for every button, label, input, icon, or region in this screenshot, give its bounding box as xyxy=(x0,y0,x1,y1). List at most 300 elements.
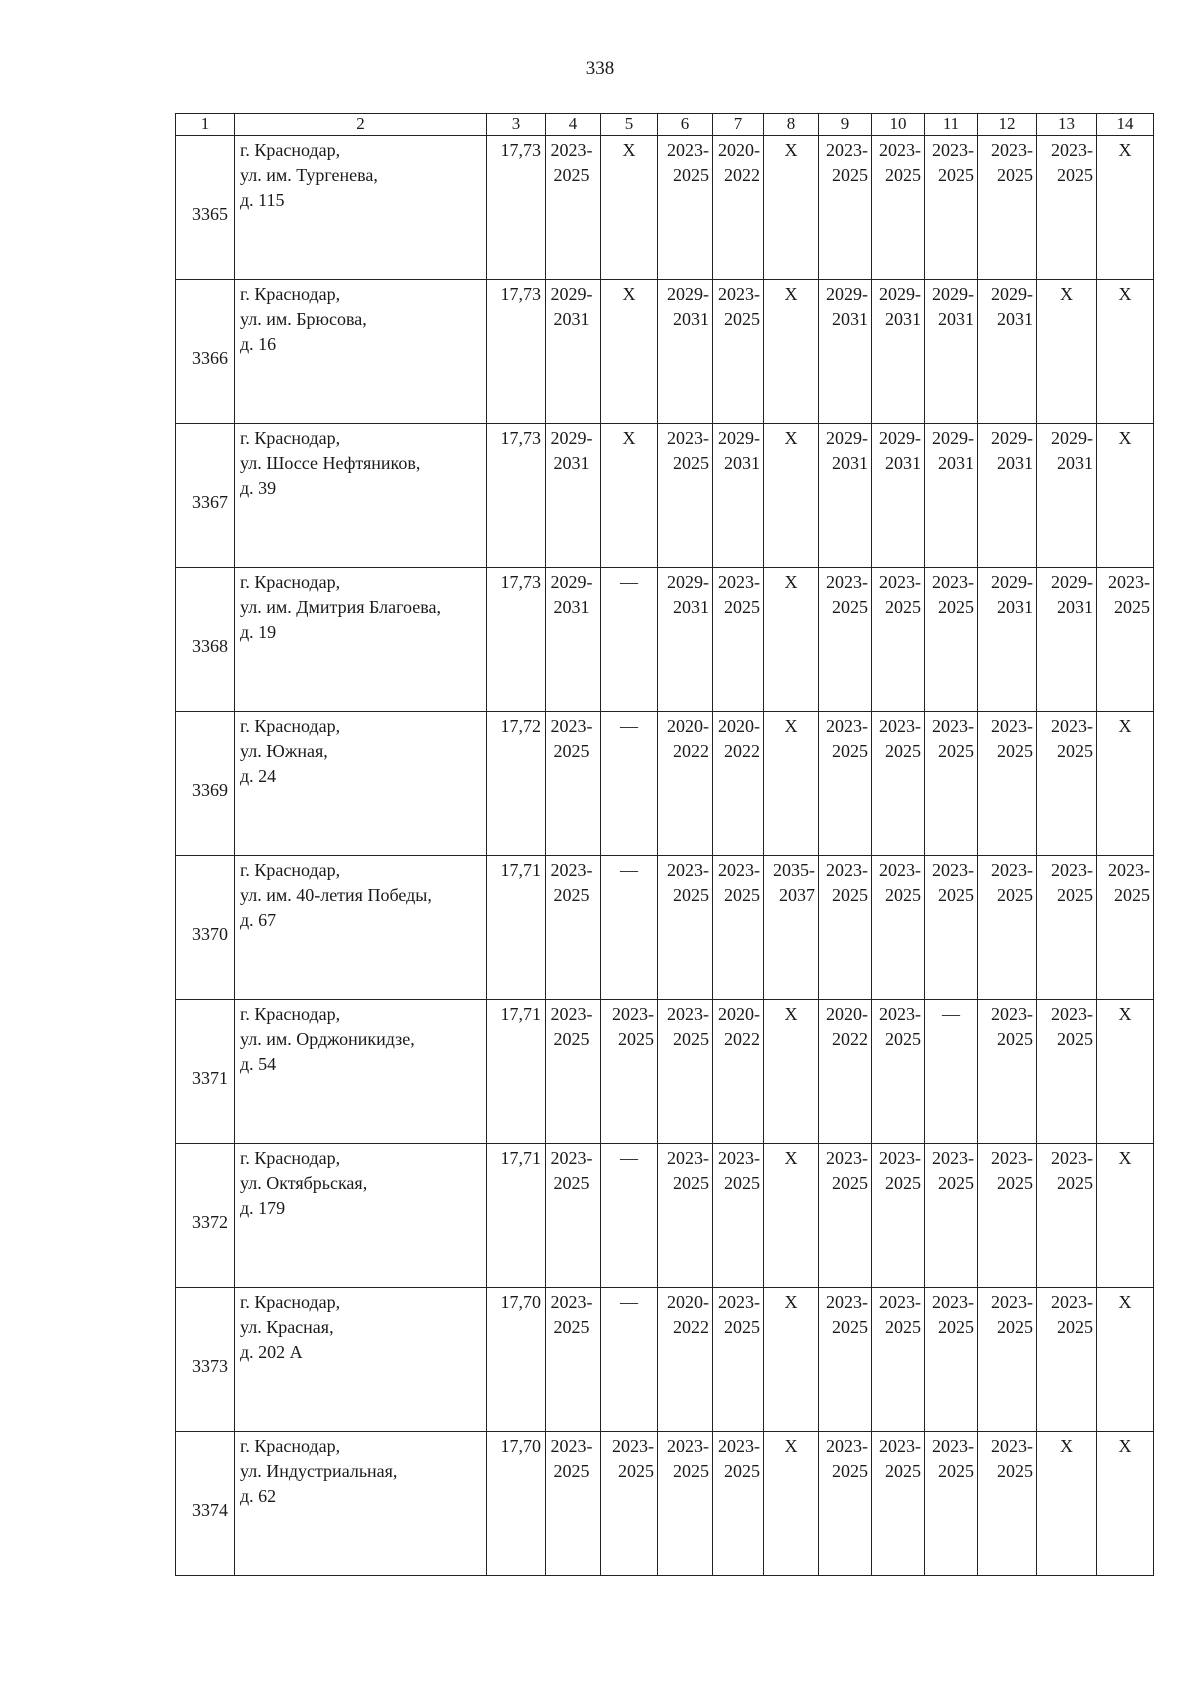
period-cell xyxy=(658,712,713,856)
period-cell xyxy=(872,712,925,856)
period-start: 2023- xyxy=(932,140,974,160)
period-end: 2025 xyxy=(938,885,974,905)
dash-cell: — xyxy=(601,856,658,1000)
period-start: 2023- xyxy=(1051,1004,1093,1024)
address-line: д. 115 xyxy=(240,190,285,210)
period-end: 2031 xyxy=(885,453,921,473)
period-start: 2029- xyxy=(667,284,709,304)
period-end: 2025 xyxy=(832,741,868,761)
period-end: 2031 xyxy=(832,453,868,473)
period-end: 2031 xyxy=(938,453,974,473)
not-applicable-cell: X xyxy=(1097,424,1154,568)
address-line: г. Краснодар, xyxy=(240,1436,341,1456)
period-end: 2031 xyxy=(553,453,590,473)
period-cell xyxy=(546,136,601,280)
period-start: 2020- xyxy=(826,1004,868,1024)
period-end: 2022 xyxy=(673,1317,709,1337)
period-end: 2025 xyxy=(1057,741,1093,761)
period-cell xyxy=(925,856,978,1000)
period-start: 2029- xyxy=(550,428,593,448)
period-start: 2029- xyxy=(550,572,593,592)
period-end: 2025 xyxy=(553,1461,590,1481)
not-applicable-cell: X xyxy=(764,568,819,712)
address-cell xyxy=(235,424,487,568)
address-line: г. Краснодар, xyxy=(240,1292,341,1312)
period-end: 2025 xyxy=(673,453,709,473)
period-start: 2023- xyxy=(667,140,709,160)
column-header: 3 xyxy=(487,114,546,136)
column-header: 10 xyxy=(872,114,925,136)
period-start: 2023- xyxy=(932,572,974,592)
period-end: 2031 xyxy=(1057,453,1093,473)
address-cell xyxy=(235,280,487,424)
dash-cell: — xyxy=(601,568,658,712)
period-end: 2025 xyxy=(724,1317,760,1337)
table-body xyxy=(176,136,1154,1576)
period-end: 2022 xyxy=(673,741,709,761)
period-cell xyxy=(978,1000,1037,1144)
period-end: 2031 xyxy=(997,309,1033,329)
address-line: ул. Октябрьская, xyxy=(240,1173,368,1193)
period-end: 2031 xyxy=(885,309,921,329)
address-line: д. 16 xyxy=(240,334,277,354)
period-start: 2020- xyxy=(718,716,760,736)
period-cell xyxy=(1037,136,1097,280)
period-start: 2023- xyxy=(550,1148,593,1168)
period-end: 2025 xyxy=(618,1029,654,1049)
period-cell xyxy=(1037,712,1097,856)
not-applicable-cell: X xyxy=(764,1144,819,1288)
not-applicable-cell: X xyxy=(1037,280,1097,424)
table-row xyxy=(176,1432,1154,1576)
address-cell xyxy=(235,1144,487,1288)
period-cell xyxy=(1037,1288,1097,1432)
period-cell xyxy=(978,856,1037,1000)
period-cell xyxy=(978,136,1037,280)
period-end: 2025 xyxy=(553,741,590,761)
period-cell xyxy=(764,856,819,1000)
dash-cell: — xyxy=(925,1000,978,1144)
period-start: 2023- xyxy=(826,140,868,160)
value-cell: 17,70 xyxy=(487,1432,546,1576)
period-start: 2023- xyxy=(932,1292,974,1312)
period-cell xyxy=(925,1432,978,1576)
period-start: 2023- xyxy=(718,1436,760,1456)
header-row xyxy=(176,114,1154,136)
table-row xyxy=(176,136,1154,280)
period-start: 2023- xyxy=(879,140,921,160)
period-start: 2029- xyxy=(826,284,868,304)
period-end: 2025 xyxy=(1057,1029,1093,1049)
period-start: 2029- xyxy=(879,428,921,448)
period-start: 2023- xyxy=(991,1436,1033,1456)
value-cell: 17,71 xyxy=(487,1144,546,1288)
not-applicable-cell: X xyxy=(1097,280,1154,424)
period-cell xyxy=(658,1288,713,1432)
period-start: 2023- xyxy=(550,860,593,880)
address-line: д. 202 А xyxy=(240,1342,303,1362)
period-cell xyxy=(658,568,713,712)
period-end: 2022 xyxy=(724,741,760,761)
row-number: 3371 xyxy=(176,1000,235,1144)
not-applicable-cell: X xyxy=(764,1432,819,1576)
period-end: 2025 xyxy=(724,597,760,617)
row-number: 3372 xyxy=(176,1144,235,1288)
period-cell xyxy=(546,1000,601,1144)
period-cell xyxy=(1097,568,1154,712)
table-row xyxy=(176,856,1154,1000)
period-cell xyxy=(925,280,978,424)
not-applicable-cell: X xyxy=(1097,1144,1154,1288)
period-start: 2020- xyxy=(667,1292,709,1312)
column-header: 13 xyxy=(1037,114,1097,136)
period-cell xyxy=(872,136,925,280)
period-end: 2025 xyxy=(885,1173,921,1193)
value-cell: 17,73 xyxy=(487,568,546,712)
address-line: д. 54 xyxy=(240,1054,277,1074)
not-applicable-cell: X xyxy=(1097,1432,1154,1576)
value-cell: 17,71 xyxy=(487,856,546,1000)
period-end: 2025 xyxy=(1114,885,1150,905)
period-cell xyxy=(978,568,1037,712)
row-number: 3365 xyxy=(176,136,235,280)
period-end: 2025 xyxy=(832,1461,868,1481)
period-start: 2023- xyxy=(667,1148,709,1168)
value-cell: 17,73 xyxy=(487,424,546,568)
period-start: 2023- xyxy=(879,716,921,736)
address-line: г. Краснодар, xyxy=(240,572,341,592)
address-line: г. Краснодар, xyxy=(240,284,341,304)
register-table xyxy=(175,113,1154,1576)
period-start: 2023- xyxy=(991,1292,1033,1312)
not-applicable-cell: X xyxy=(764,1000,819,1144)
period-end: 2025 xyxy=(997,741,1033,761)
table-row xyxy=(176,1000,1154,1144)
address-line: г. Краснодар, xyxy=(240,428,341,448)
period-start: 2023- xyxy=(879,1148,921,1168)
period-start: 2023- xyxy=(826,1436,868,1456)
period-end: 2031 xyxy=(832,309,868,329)
column-header: 7 xyxy=(713,114,764,136)
period-end: 2025 xyxy=(724,1173,760,1193)
period-cell xyxy=(978,712,1037,856)
period-cell xyxy=(658,856,713,1000)
period-cell xyxy=(546,568,601,712)
period-cell xyxy=(819,1432,872,1576)
period-start: 2023- xyxy=(991,716,1033,736)
period-end: 2025 xyxy=(997,1173,1033,1193)
address-line: г. Краснодар, xyxy=(240,140,341,160)
period-start: 2023- xyxy=(991,140,1033,160)
period-start: 2020- xyxy=(667,716,709,736)
column-header: 5 xyxy=(601,114,658,136)
period-end: 2025 xyxy=(553,1317,590,1337)
period-start: 2029- xyxy=(1051,572,1093,592)
period-start: 2023- xyxy=(550,1436,593,1456)
period-start: 2023- xyxy=(1051,1292,1093,1312)
value-cell: 17,70 xyxy=(487,1288,546,1432)
not-applicable-cell: X xyxy=(764,280,819,424)
period-start: 2023- xyxy=(1108,572,1150,592)
period-start: 2023- xyxy=(718,284,760,304)
address-line: ул. им. Орджоникидзе, xyxy=(240,1029,415,1049)
column-header: 12 xyxy=(978,114,1037,136)
period-cell xyxy=(546,424,601,568)
not-applicable-cell: X xyxy=(1097,712,1154,856)
period-end: 2025 xyxy=(885,1317,921,1337)
period-start: 2023- xyxy=(879,1004,921,1024)
period-cell xyxy=(713,1000,764,1144)
period-end: 2025 xyxy=(1057,885,1093,905)
period-start: 2023- xyxy=(550,1292,593,1312)
period-end: 2031 xyxy=(553,597,590,617)
period-end: 2025 xyxy=(832,165,868,185)
period-end: 2025 xyxy=(997,1461,1033,1481)
not-applicable-cell: X xyxy=(764,712,819,856)
not-applicable-cell: X xyxy=(601,280,658,424)
column-header: 4 xyxy=(546,114,601,136)
period-cell xyxy=(713,280,764,424)
period-start: 2023- xyxy=(718,860,760,880)
period-start: 2023- xyxy=(826,716,868,736)
period-cell xyxy=(872,1144,925,1288)
period-start: 2023- xyxy=(879,1436,921,1456)
address-line: ул. им. Дмитрия Благоева, xyxy=(240,597,441,617)
period-cell xyxy=(819,1288,872,1432)
row-number: 3374 xyxy=(176,1432,235,1576)
period-cell xyxy=(819,136,872,280)
column-header: 2 xyxy=(235,114,487,136)
period-cell xyxy=(819,568,872,712)
address-cell xyxy=(235,712,487,856)
period-cell xyxy=(1037,568,1097,712)
period-cell xyxy=(546,280,601,424)
period-cell xyxy=(978,280,1037,424)
row-number: 3366 xyxy=(176,280,235,424)
address-line: ул. Шоссе Нефтяников, xyxy=(240,453,421,473)
address-line: д. 19 xyxy=(240,622,277,642)
period-cell xyxy=(713,1432,764,1576)
not-applicable-cell: X xyxy=(1097,1288,1154,1432)
period-end: 2025 xyxy=(1057,1317,1093,1337)
column-header: 8 xyxy=(764,114,819,136)
period-cell xyxy=(546,856,601,1000)
address-cell xyxy=(235,1288,487,1432)
period-end: 2025 xyxy=(1057,1173,1093,1193)
table-row xyxy=(176,568,1154,712)
period-end: 2031 xyxy=(553,309,590,329)
period-end: 2025 xyxy=(553,885,590,905)
period-cell xyxy=(978,1144,1037,1288)
address-line: д. 67 xyxy=(240,910,277,930)
period-start: 2023- xyxy=(667,428,709,448)
period-start: 2023- xyxy=(612,1004,654,1024)
table-row xyxy=(176,1288,1154,1432)
period-cell xyxy=(546,1432,601,1576)
column-header: 11 xyxy=(925,114,978,136)
address-line: г. Краснодар, xyxy=(240,1148,341,1168)
period-start: 2023- xyxy=(991,1004,1033,1024)
period-end: 2022 xyxy=(724,1029,760,1049)
period-start: 2029- xyxy=(932,284,974,304)
value-cell: 17,73 xyxy=(487,136,546,280)
period-start: 2029- xyxy=(718,428,760,448)
period-end: 2031 xyxy=(997,597,1033,617)
period-cell xyxy=(713,856,764,1000)
period-cell xyxy=(925,136,978,280)
period-cell xyxy=(819,280,872,424)
row-number: 3367 xyxy=(176,424,235,568)
period-end: 2025 xyxy=(724,885,760,905)
address-cell xyxy=(235,856,487,1000)
period-end: 2025 xyxy=(938,1317,974,1337)
period-cell xyxy=(546,1144,601,1288)
address-line: ул. им. 40-летия Победы, xyxy=(240,885,432,905)
period-cell xyxy=(546,712,601,856)
period-cell xyxy=(1097,856,1154,1000)
column-header: 1 xyxy=(176,114,235,136)
period-end: 2037 xyxy=(779,885,815,905)
address-line: д. 179 xyxy=(240,1198,286,1218)
table-row xyxy=(176,424,1154,568)
column-header: 6 xyxy=(658,114,713,136)
address-cell xyxy=(235,1000,487,1144)
period-end: 2025 xyxy=(1114,597,1150,617)
period-start: 2020- xyxy=(718,140,760,160)
period-start: 2029- xyxy=(667,572,709,592)
value-cell: 17,71 xyxy=(487,1000,546,1144)
period-start: 2023- xyxy=(932,716,974,736)
period-start: 2023- xyxy=(1051,860,1093,880)
period-start: 2023- xyxy=(550,140,593,160)
column-header: 9 xyxy=(819,114,872,136)
period-start: 2035- xyxy=(773,860,815,880)
period-cell xyxy=(978,424,1037,568)
period-end: 2031 xyxy=(724,453,760,473)
period-cell xyxy=(1037,1144,1097,1288)
period-start: 2023- xyxy=(826,860,868,880)
period-end: 2025 xyxy=(885,741,921,761)
period-end: 2031 xyxy=(1057,597,1093,617)
period-cell xyxy=(819,1144,872,1288)
period-end: 2025 xyxy=(724,309,760,329)
period-start: 2023- xyxy=(879,860,921,880)
period-start: 2020- xyxy=(718,1004,760,1024)
period-end: 2025 xyxy=(673,1029,709,1049)
period-cell xyxy=(925,1288,978,1432)
row-number: 3369 xyxy=(176,712,235,856)
period-end: 2025 xyxy=(997,165,1033,185)
period-start: 2023- xyxy=(612,1436,654,1456)
address-line: г. Краснодар, xyxy=(240,716,341,736)
not-applicable-cell: X xyxy=(764,424,819,568)
dash-cell: — xyxy=(601,712,658,856)
period-start: 2023- xyxy=(718,1292,760,1312)
address-line: г. Краснодар, xyxy=(240,860,341,880)
period-start: 2023- xyxy=(826,1292,868,1312)
value-cell: 17,72 xyxy=(487,712,546,856)
period-end: 2025 xyxy=(832,597,868,617)
period-end: 2031 xyxy=(673,309,709,329)
period-start: 2023- xyxy=(718,1148,760,1168)
period-end: 2025 xyxy=(832,1173,868,1193)
period-cell xyxy=(925,1144,978,1288)
period-end: 2025 xyxy=(832,1317,868,1337)
period-end: 2025 xyxy=(673,1173,709,1193)
period-cell xyxy=(713,424,764,568)
not-applicable-cell: X xyxy=(601,424,658,568)
period-cell xyxy=(872,1288,925,1432)
period-cell xyxy=(658,424,713,568)
address-cell xyxy=(235,136,487,280)
address-line: ул. Индустриальная, xyxy=(240,1461,398,1481)
period-cell xyxy=(601,1000,658,1144)
row-number: 3370 xyxy=(176,856,235,1000)
period-end: 2025 xyxy=(938,165,974,185)
period-start: 2023- xyxy=(1108,860,1150,880)
period-start: 2023- xyxy=(1051,716,1093,736)
period-cell xyxy=(925,424,978,568)
period-cell xyxy=(1037,1000,1097,1144)
period-cell xyxy=(658,1144,713,1288)
address-line: ул. им. Тургенева, xyxy=(240,165,378,185)
period-cell xyxy=(872,1000,925,1144)
period-cell xyxy=(1037,424,1097,568)
period-start: 2023- xyxy=(667,1436,709,1456)
period-end: 2025 xyxy=(724,1461,760,1481)
period-start: 2023- xyxy=(879,1292,921,1312)
period-end: 2025 xyxy=(997,885,1033,905)
period-end: 2031 xyxy=(673,597,709,617)
period-end: 2025 xyxy=(673,165,709,185)
address-cell xyxy=(235,568,487,712)
period-start: 2023- xyxy=(667,860,709,880)
period-end: 2025 xyxy=(938,597,974,617)
period-end: 2022 xyxy=(724,165,760,185)
period-start: 2029- xyxy=(991,428,1033,448)
period-end: 2031 xyxy=(997,453,1033,473)
address-line: ул. Южная, xyxy=(240,741,328,761)
period-end: 2025 xyxy=(885,885,921,905)
address-line: д. 62 xyxy=(240,1486,277,1506)
period-cell xyxy=(978,1432,1037,1576)
period-end: 2025 xyxy=(938,741,974,761)
period-start: 2023- xyxy=(718,572,760,592)
period-cell xyxy=(872,1432,925,1576)
not-applicable-cell: X xyxy=(601,136,658,280)
period-end: 2025 xyxy=(885,1029,921,1049)
period-cell xyxy=(601,1432,658,1576)
table-row xyxy=(176,1144,1154,1288)
period-start: 2023- xyxy=(1051,140,1093,160)
not-applicable-cell: X xyxy=(1097,1000,1154,1144)
period-start: 2029- xyxy=(879,284,921,304)
address-cell xyxy=(235,1432,487,1576)
period-start: 2023- xyxy=(826,572,868,592)
period-start: 2023- xyxy=(667,1004,709,1024)
period-end: 2025 xyxy=(885,165,921,185)
period-end: 2025 xyxy=(553,165,590,185)
period-cell xyxy=(713,712,764,856)
period-end: 2025 xyxy=(938,1173,974,1193)
address-line: г. Краснодар, xyxy=(240,1004,341,1024)
period-cell xyxy=(713,1288,764,1432)
period-start: 2023- xyxy=(550,716,593,736)
period-end: 2031 xyxy=(938,309,974,329)
period-start: 2023- xyxy=(879,572,921,592)
period-start: 2029- xyxy=(1051,428,1093,448)
period-cell xyxy=(978,1288,1037,1432)
